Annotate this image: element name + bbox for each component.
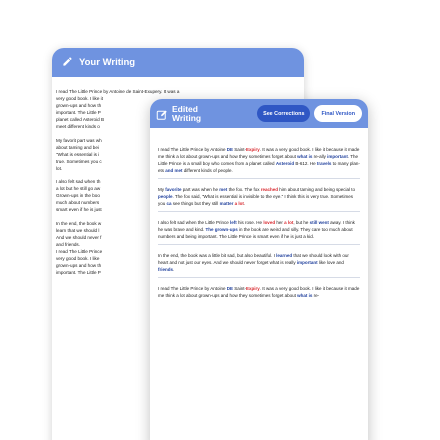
error-highlight: Expiry — [246, 147, 260, 152]
original-line: I read The Little Prince — [56, 248, 103, 254]
edited-text-segment: re-ally — [312, 154, 328, 159]
edited-text-segment: to many plan-ets — [158, 161, 360, 173]
original-line: important. The Little P — [56, 110, 101, 116]
correction-highlight: DE — [226, 147, 233, 152]
edited-text-segment: that we should look with our heart and not just our eyes. And we should never forget what is really — [158, 253, 349, 265]
edited-text-segment: re- — [312, 293, 320, 298]
your-writing-title: Your Writing — [79, 57, 136, 68]
edited-paragraph — [158, 183, 360, 212]
correction-highlight: travels — [316, 161, 332, 166]
edited-paragraph — [158, 216, 360, 245]
edited-text-segment: . — [173, 267, 175, 272]
original-line: very good book. I like it — [56, 96, 103, 102]
edited-text-segment: , but he — [293, 220, 310, 225]
edited-title-line2: Writing — [172, 112, 202, 123]
correction-highlight: Asteroid — [275, 161, 295, 166]
error-highlight: loved — [263, 220, 276, 225]
edited-text-segment: . It was a very good book. I like it because it made me think a lot about grown-ups and how they sometimes forget about — [158, 286, 360, 298]
original-paragraph — [56, 220, 156, 277]
original-line: planet called Asteroid B — [56, 117, 105, 123]
original-line: Grown-ups in the boo — [56, 193, 100, 199]
correction-highlight: DE — [226, 286, 233, 291]
edited-text-segment: part was when he — [181, 187, 220, 192]
original-line: learn that we should l — [56, 227, 100, 233]
original-line: smart even if he is just — [56, 207, 102, 213]
edited-text-segment: his rose. He — [236, 220, 264, 225]
edited-text-segment: Saint- — [232, 286, 246, 291]
edited-text-segment: different kinds of people. — [182, 168, 233, 173]
edited-title-line1: Edited — [172, 103, 198, 114]
edited-text-segment: I also felt sad when the Little Prince — [158, 220, 231, 225]
edited-text-segment: the fox. The fox — [227, 187, 261, 192]
edited-text-segment: . The Little Prince is a small boy who comes from a planet called — [158, 154, 359, 166]
edited-text-segment: B-612. He — [294, 161, 317, 166]
edited-text-segment: in the book are weird and silly. They care too much about numbers and being important. The Little Prince is smart even if he is just a kid. — [158, 227, 353, 239]
your-writing-header — [52, 48, 304, 77]
correction-highlight: what is — [297, 154, 313, 159]
correction-highlight: learned — [276, 253, 293, 258]
edited-text-segment: . The fox said, "What is essential is invisible to the eye." I think this is very true. Sometimes you — [158, 194, 353, 206]
edited-text-segment: In the end, the book was a little bit sad, but also beautiful. I — [158, 253, 277, 258]
error-highlight: a lot — [234, 201, 244, 206]
original-line: and friends. — [56, 241, 81, 247]
original-line: meet different kinds o — [56, 124, 100, 130]
pencil-icon — [62, 54, 73, 72]
correction-highlight: met — [219, 187, 228, 192]
original-line: about taming and bei — [56, 144, 99, 150]
original-line: "What is essential is i — [56, 151, 100, 157]
original-line: lot. — [56, 165, 63, 171]
edited-text-segment: see things but they still — [171, 201, 220, 206]
original-line: In the end, the book w — [56, 220, 102, 226]
correction-highlight: ca — [166, 201, 172, 206]
edited-text-segment: My — [158, 187, 166, 192]
original-line: I also felt sad when th — [56, 179, 101, 185]
edit-square-icon — [156, 108, 168, 120]
final-version-button[interactable]: Final Version — [314, 105, 362, 122]
correction-highlight: favorite — [165, 187, 182, 192]
original-line: important. The Little P — [56, 270, 101, 276]
original-line: grown-ups and how th — [56, 263, 102, 269]
edited-text-segment: . — [243, 201, 246, 206]
edited-text-segment: him about taming and being special to — [278, 187, 356, 192]
original-line: much about numbers — [56, 200, 100, 206]
correction-highlight: still went — [309, 220, 329, 225]
original-paragraph — [56, 178, 156, 213]
correction-highlight: friends — [158, 267, 174, 272]
edited-writing-card — [150, 99, 368, 440]
error-highlight: a lot — [284, 220, 294, 225]
correction-highlight: and met — [165, 168, 183, 173]
original-line: true. Sometimes you c — [56, 158, 102, 164]
correction-highlight: The grown-ups — [205, 227, 238, 232]
original-line: grown-ups and how th — [56, 103, 102, 109]
edited-writing-title — [172, 105, 232, 123]
original-line: And we should never f — [56, 234, 102, 240]
edited-paragraph — [158, 282, 360, 303]
correction-highlight: important — [327, 154, 348, 159]
correction-highlight: matter — [219, 201, 234, 206]
original-line: a lot but he still go aw — [56, 186, 101, 192]
edited-text-segment: I read The Little Prince by Antoine — [158, 147, 227, 152]
edited-text — [158, 143, 360, 307]
edited-text-segment: her — [275, 220, 285, 225]
edited-writing-header — [150, 99, 368, 128]
original-line: very good book. I like — [56, 255, 100, 261]
edited-text-segment: I read The Little Prince by Antoine — [158, 286, 227, 291]
original-line: I read The Little Prince by Antoine de Saint-Exupery. It was a — [56, 89, 180, 94]
see-corrections-button[interactable]: See Corrections — [257, 105, 310, 122]
edited-paragraph — [158, 249, 360, 278]
correction-highlight: left — [230, 220, 237, 225]
correction-highlight: what is — [297, 293, 313, 298]
original-line: My favorit part was wh — [56, 137, 102, 143]
edited-text-segment: away. I think he was brave and kind. — [158, 220, 355, 232]
original-paragraph — [56, 88, 180, 131]
error-highlight: reached — [260, 187, 279, 192]
correction-highlight: important — [296, 260, 318, 265]
edited-paragraph — [158, 143, 360, 179]
edited-text-segment: . It was a very good book. I like it because it made me think a lot about grown-ups and how they sometimes forget about — [158, 147, 360, 159]
edited-text-segment: Saint- — [232, 147, 246, 152]
error-highlight: Expiry — [246, 286, 260, 291]
correction-highlight: people — [158, 194, 173, 199]
edited-text-segment: like love and — [317, 260, 344, 265]
original-paragraph — [56, 137, 156, 172]
